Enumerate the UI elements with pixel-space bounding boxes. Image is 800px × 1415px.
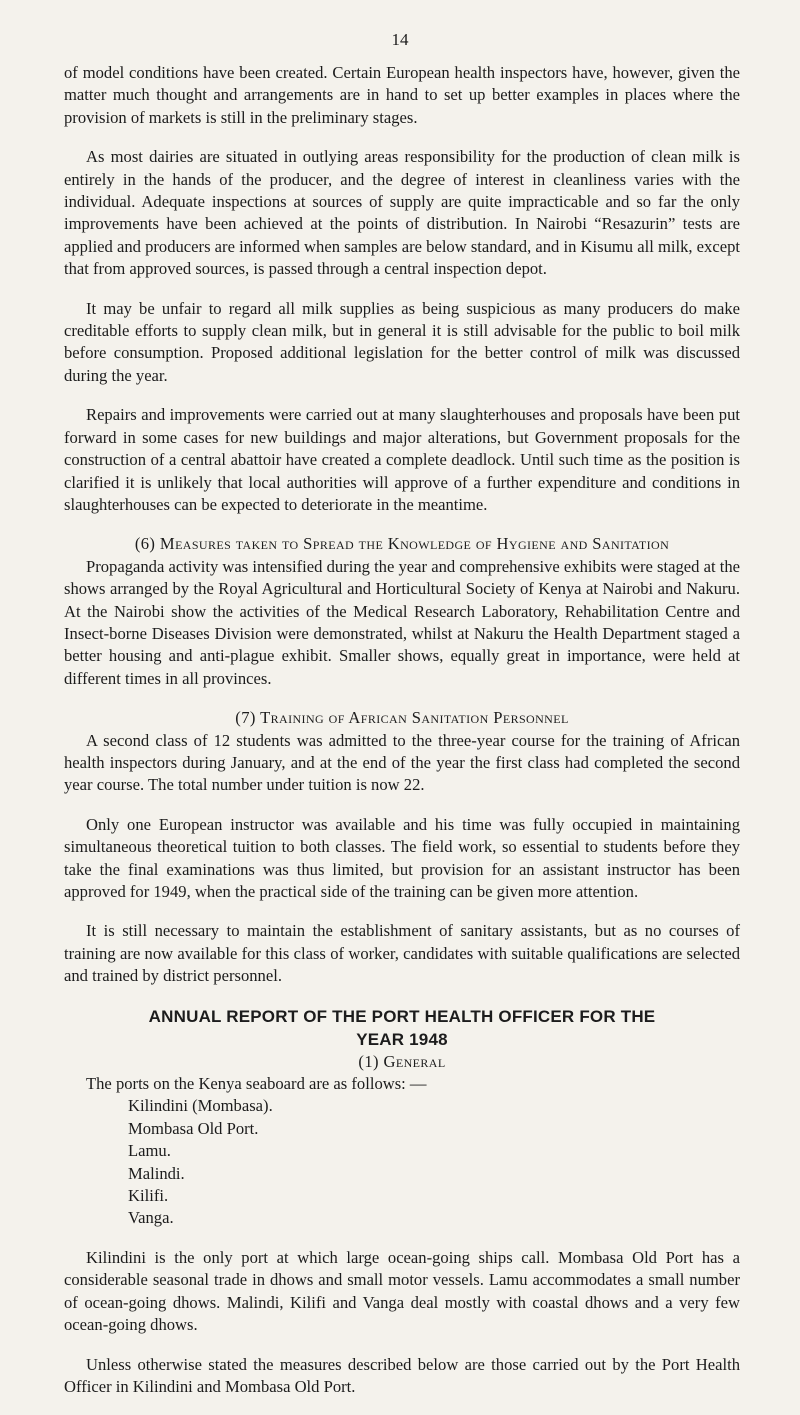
ports-intro: The ports on the Kenya seaboard are as follows: — [86,1074,427,1094]
section-heading-6: (6) Measures taken to Spread the Knowledge of Hygiene and Sanitation [134,534,670,554]
list-item: Mombasa Old Port. [128,1118,259,1138]
list-item: Malindi. [128,1163,185,1183]
paragraph: Kilindini is the only port at which large ocean-going ships call. Mombasa Old Port has a considerable seasonal trade in dhows and small motor vessels. Lamu accommodates a small number of ocean-going dhows. Malindi, Kilifi and Vanga deal mostly with coastal dhows and a very few ocean-going dhows. [64,1247,740,1335]
document-body [64,62,740,1415]
paragraph: It is still necessary to maintain the establishment of sanitary assistants, but as no courses of training are now available for this class of worker, candidates with suitable qualifications are selected and trained by district personnel. [64,921,740,986]
section-heading-general: (1) General [358,1051,446,1071]
report-title-line-1: ANNUAL REPORT OF THE PORT HEALTH OFFICER FOR THE [148,1006,656,1026]
list-item: Kilifi. [128,1186,169,1206]
report-title-line-2: YEAR 1948 [356,1029,448,1049]
paragraph: It may be unfair to regard all milk supplies as being suspicious as many producers do make creditable efforts to supply clean milk, but in general it is still advisable for the public to boil milk before consumption. Proposed additional legislation for the better control of milk was discussed during the year. [64,298,740,385]
paragraph: of model conditions have been created. Certain European health inspectors have, however, given the matter much thought and arrangements are in hand to set up better examples in places where the provision of markets is still in the preliminary stages. [64,63,740,127]
paragraph: Repairs and improvements were carried out at many slaughterhouses and proposals have been put forward in some cases for new buildings and major alterations, but Government proposals for the construction of a central abattoir have created a complete deadlock. Until such time as the position is clarified it is unlikely that local authorities will approve of a further expenditure and conditions in slaughterhouses can be expected to deteriorate in the meantime. [64,405,740,514]
paragraph: Unless otherwise stated the measures described below are those carried out by the Port Health Officer in Kilindini and Mombasa Old Port. [64,1354,740,1396]
section-heading-7: (7) Training of African Sanitation Personnel [235,708,569,728]
list-item: Lamu. [128,1141,171,1161]
report-title [64,1005,740,1051]
paragraph: Only one European instructor was available and his time was fully occupied in maintaining simultaneous theoretical tuition to both classes. The field work, so essential to students before they take the final examinations was thus limited, but provision for an assistant instructor has been approved for 1949, when the practical side of the training can be given more attention. [64,814,740,901]
ports-list [64,1095,740,1229]
paragraph: As most dairies are situated in outlying areas responsibility for the production of clean milk is entirely in the hands of the producer, and the degree of interest in cleanliness varies with the individual. Adequate inspections at sources of supply are quite impracticable and so far the only improvements have been achieved at the points of distribution. In Nairobi “Resazurin” tests are applied and producers are informed when samples are below standard, and in Kisumu all milk, except that from approved sources, is passed through a central inspection depot. [64,147,740,279]
paragraph: Propaganda activity was intensified during the year and comprehensive exhibits were staged at the shows arranged by the Royal Agricultural and Horticultural Society of Kenya at Nairobi and Nakuru. At the Nairobi show the activities of the Medical Research Laboratory, Rehabilitation Centre and Insect-borne Diseases Division were demonstrated, whilst at Nakuru the Health Department staged a better housing and anti-plague exhibit. Smaller shows, equally great in importance, were held at different times in all provinces. [64,556,740,688]
list-item: Vanga. [128,1208,174,1228]
page-number: 14 [391,30,409,49]
paragraph: A second class of 12 students was admitted to the three-year course for the training of African health inspectors during January, and at the end of the year the first class had completed the second year course. The total number under tuition is now 22. [64,730,740,795]
list-item: Kilindini (Mombasa). [128,1096,273,1116]
